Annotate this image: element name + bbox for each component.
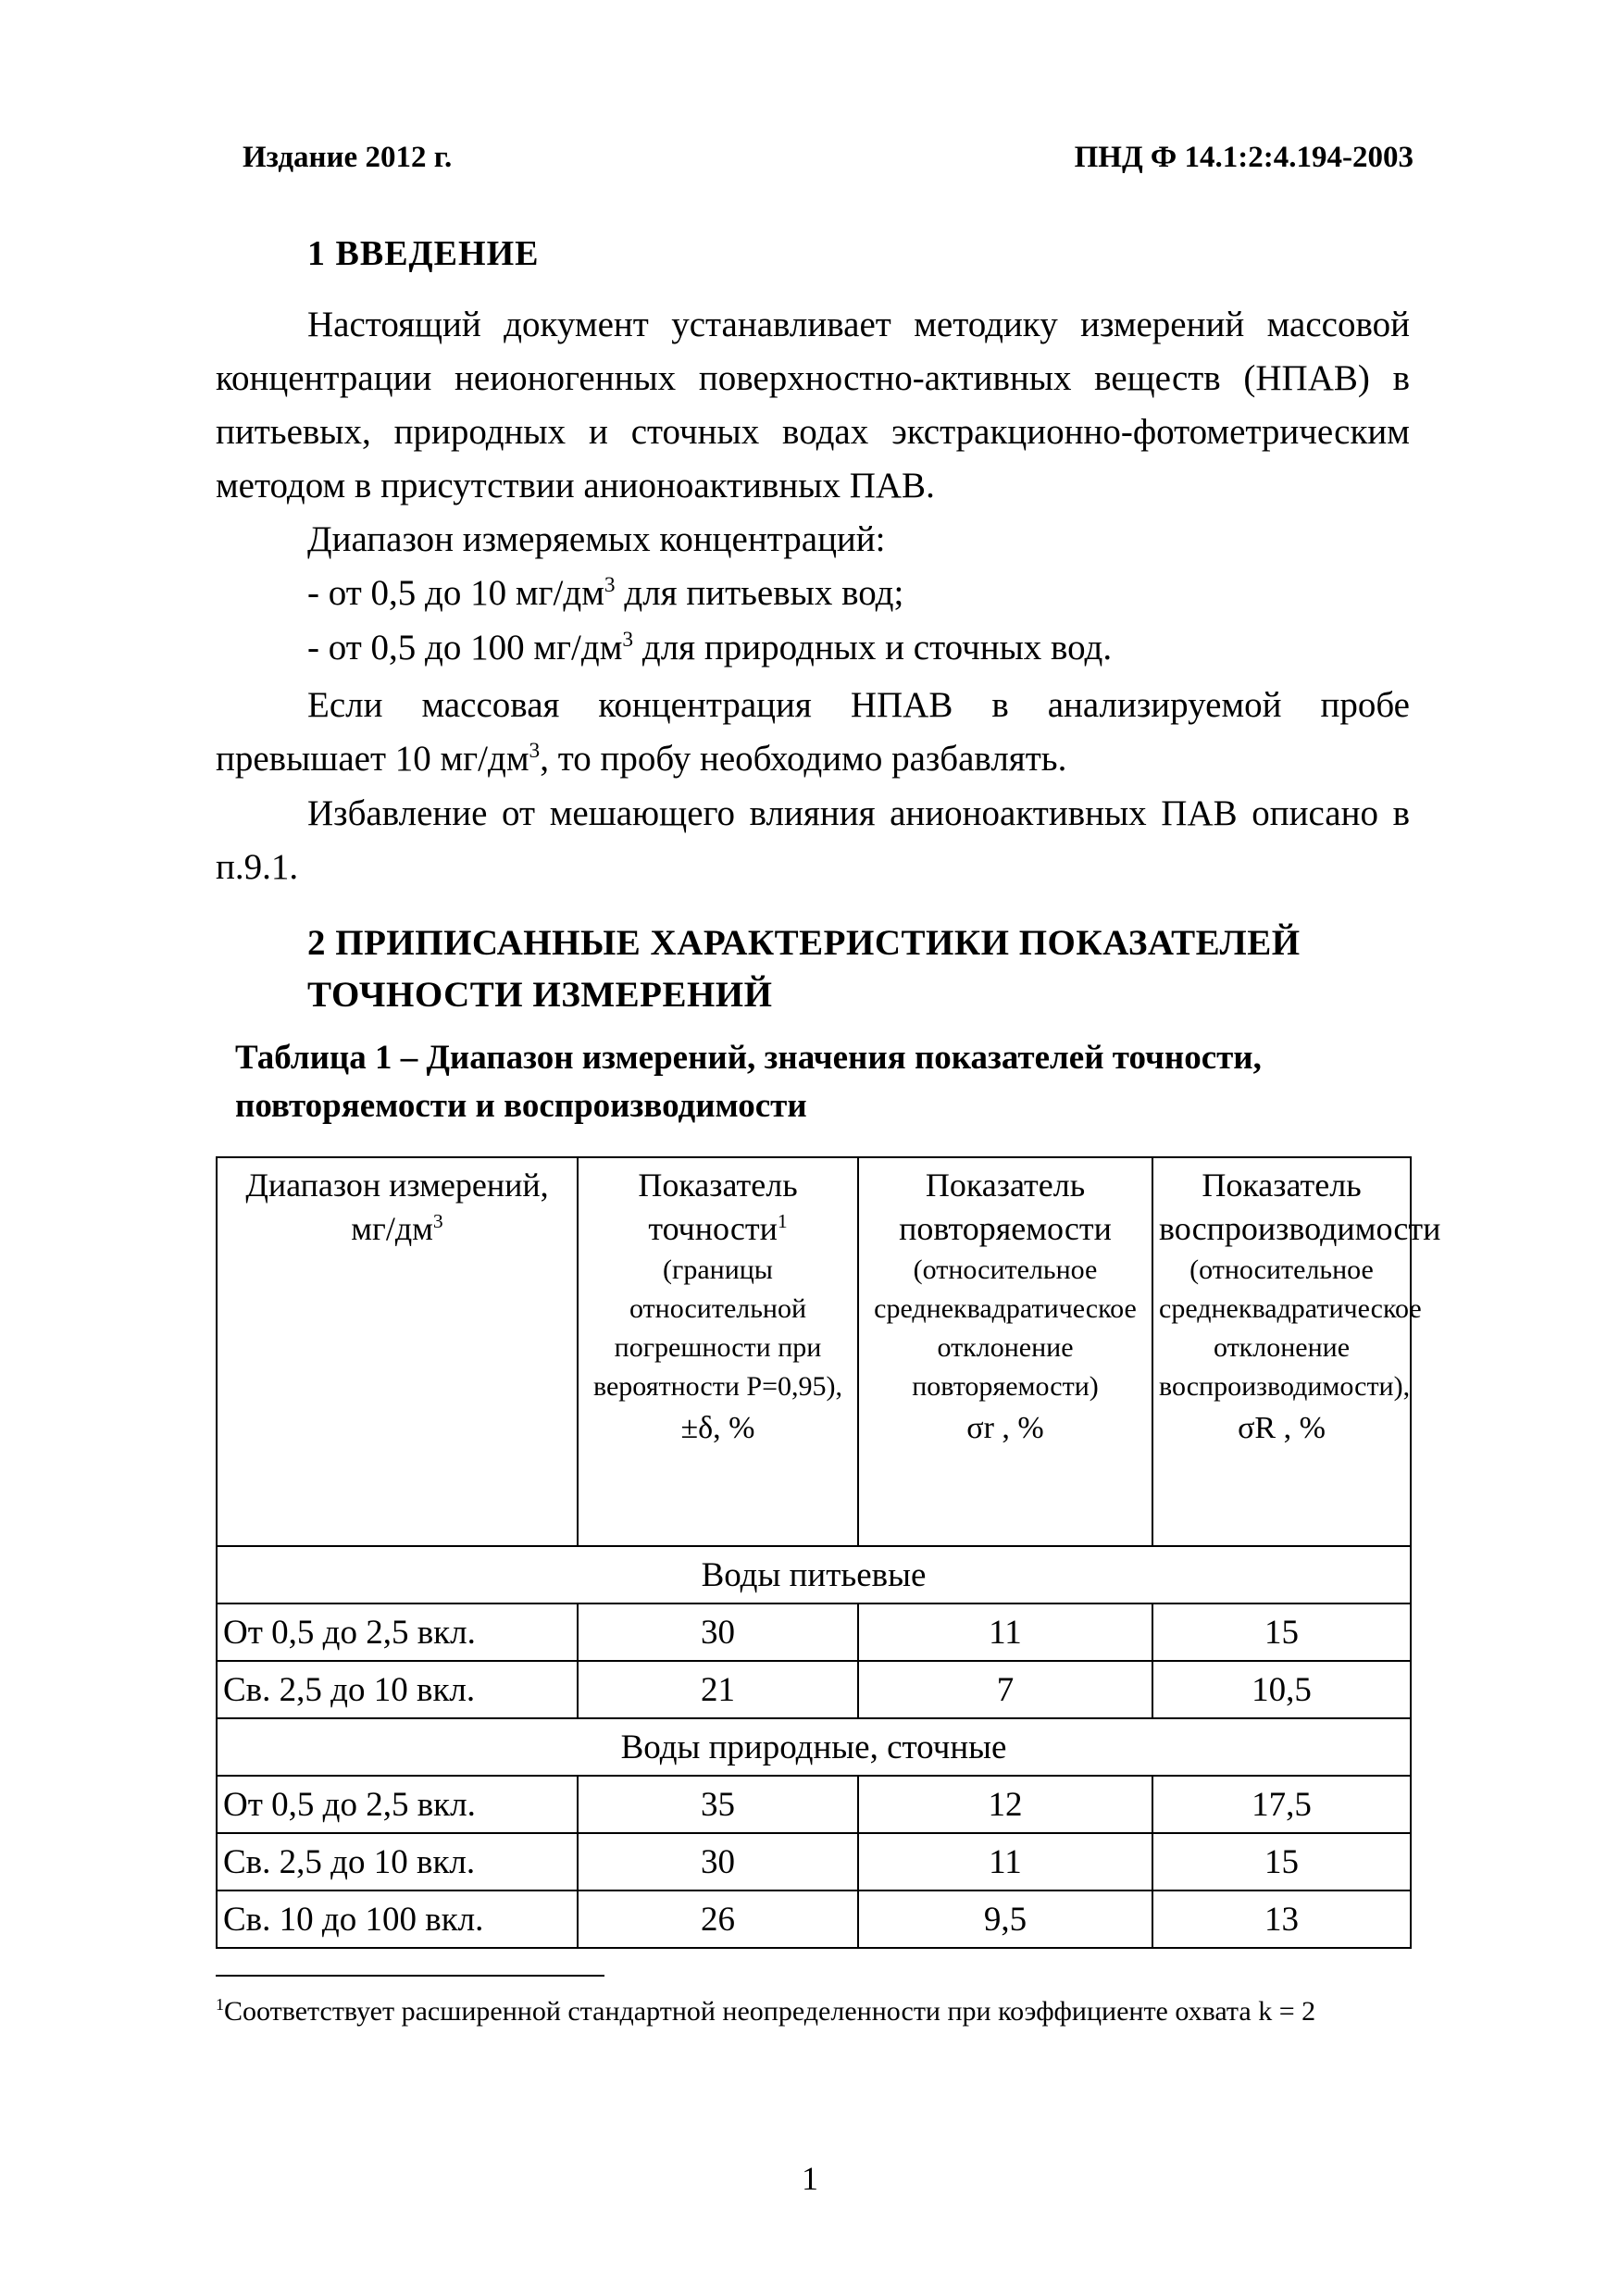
section-2-title-line1: 2 ПРИПИСАННЫЕ ХАРАКТЕРИСТИКИ ПОКАЗАТЕЛЕЙ [307,923,1301,963]
section-1-title: 1 ВВЕДЕНИЕ [307,234,540,273]
row-repeatability: 7 [858,1661,1152,1718]
table-row [217,1833,1411,1890]
header-repeatability: Показатель повторяемости (относительное среднеквадратическое отклонение повторяемости) σr , % [858,1157,1152,1546]
interference-paragraph: Избавление от мешающего влияния анионоактивных ПАВ описано в п.9.1. [216,793,1410,887]
table-row [217,1603,1411,1661]
row-reproducibility: 15 [1152,1833,1411,1890]
document-code: ПНД Ф 14.1:2:4.194-2003 [1074,141,1414,174]
accuracy-table [216,1156,1441,1949]
row-reproducibility: 17,5 [1152,1776,1411,1833]
row-repeatability: 9,5 [858,1890,1152,1948]
row-reproducibility: 15 [1152,1603,1411,1661]
row-reproducibility: 10,5 [1152,1661,1411,1718]
row-range: От 0,5 до 2,5 вкл. [217,1603,578,1661]
footnote-divider [216,1975,604,1977]
group-title-drinking: Воды питьевые [217,1546,1411,1603]
row-accuracy: 30 [578,1833,858,1890]
row-accuracy: 35 [578,1776,858,1833]
row-range: Св. 2,5 до 10 вкл. [217,1833,578,1890]
row-accuracy: 26 [578,1890,858,1948]
table-row [217,1890,1411,1948]
header-reproducibility: Показатель воспроизводимости (относительное среднеквадратическое отклонение воспроизводимости), σR , % [1152,1157,1411,1546]
table-caption: Таблица 1 – Диапазон измерений, значения показателей точности, повторяемости и воспроизводимости [235,1039,1262,1125]
table-row [217,1661,1411,1718]
row-reproducibility: 13 [1152,1890,1411,1948]
page-number: 1 [802,2160,818,2197]
row-range: Св. 2,5 до 10 вкл. [217,1661,578,1718]
table-row [217,1776,1411,1833]
range-intro: Диапазон измеряемых концентраций: [307,519,886,559]
range-drinking: - от 0,5 до 10 $мг/дм^3$ для питьевых вод; [307,573,904,613]
row-repeatability: 11 [858,1833,1152,1890]
row-repeatability: 11 [858,1603,1152,1661]
section-2-title-line2: ТОЧНОСТИ ИЗМЕРЕНИЙ [307,975,773,1015]
row-range: От 0,5 до 2,5 вкл. [217,1776,578,1833]
row-repeatability: 12 [858,1776,1152,1833]
header-range: Диапазон измерений, $мг/дм^3$ [217,1157,578,1546]
dilution-paragraph: Если массовая концентрация НПАВ в анализируемой пробе превышает 10 $мг/дм^3$, то пробу необходимо разбавлять. [216,685,1410,779]
range-natural: - от 0,5 до 100 $мг/дм^3$ для природных и сточных вод. [307,628,1113,668]
intro-paragraph: Настоящий документ устанавливает методику измерений массовой концентрации неионогенных поверхностно-активных веществ (НПАВ) в питьевых, природных и сточных водах экстракционно-фотометрическим методом в присутствии анионоактивных ПАВ. [216,305,1410,505]
row-accuracy: 30 [578,1603,858,1661]
header-accuracy: Показатель точности$^1$ (границы относительной погрешности при вероятности P=0,95), ±δ, % [578,1157,858,1546]
footnote: $^1$Соответствует расширенной стандартной неопределенности при коэффициенте охвата k = 2 [216,1995,1316,2027]
group-title-natural: Воды природные, сточные [217,1718,1411,1776]
row-range: Св. 10 до 100 вкл. [217,1890,578,1948]
edition-label: Издание 2012 г. [243,141,453,174]
row-accuracy: 21 [578,1661,858,1718]
